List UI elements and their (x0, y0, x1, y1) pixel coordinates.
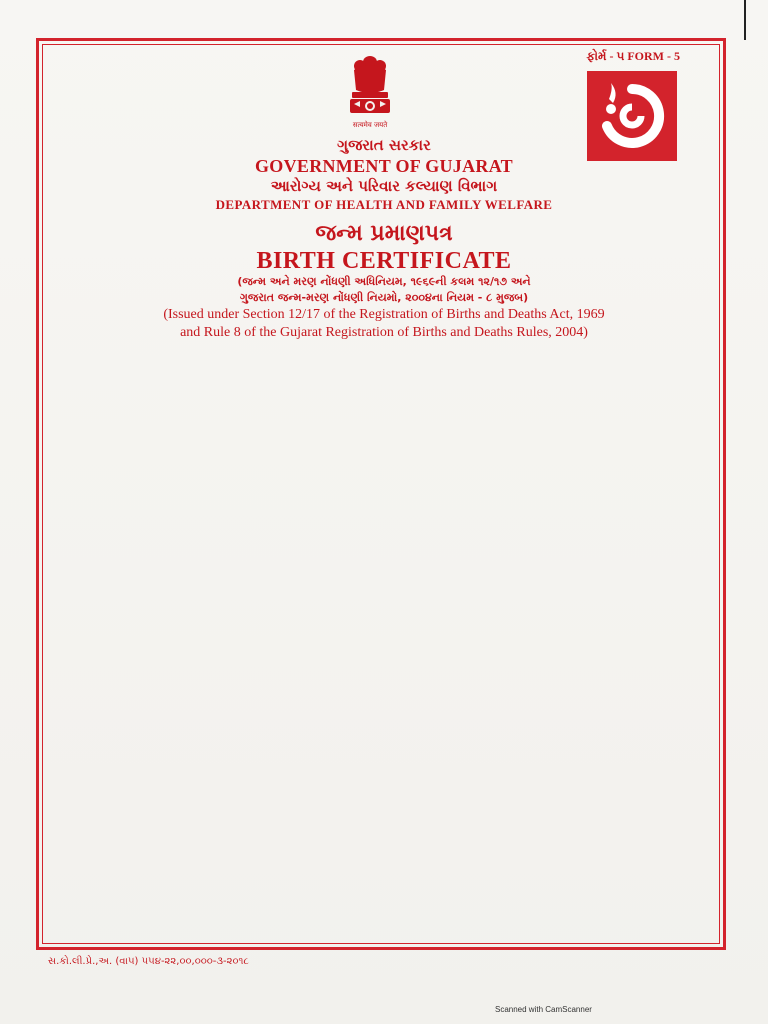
legal-note-gujarati-2: ગુજરાત જન્મ-મરણ નોંધણી નિયમો, ૨૦૦૪ના નિયમ - ૮ મુજબ) (239, 291, 529, 304)
certificate-title-gujarati: જન્મ પ્રમાણપત્ર (315, 221, 453, 246)
department-gujarati: આરોગ્ય અને પરિવાર કલ્યાણ વિભાગ (270, 177, 498, 195)
form-number: ફોર્મ - ૫ FORM - 5 (586, 49, 680, 63)
scanner-watermark: Scanned with CamScanner (495, 1005, 592, 1014)
legal-note-english-2: and Rule 8 of the Gujarat Registration of Births and Deaths Rules, 2004) (180, 325, 588, 340)
state-emblem-icon (338, 52, 402, 134)
legal-note-english-1: (Issued under Section 12/17 of the Registration of Births and Deaths Act, 1969 (163, 307, 605, 322)
certificate-title-english: BIRTH CERTIFICATE (256, 248, 512, 274)
legal-note-gujarati-1: (જન્મ અને મરણ નોંધણી અધિનિયમ, ૧૯૬૯ની કલમ ૧૨/૧૭ અને (237, 275, 531, 288)
government-title: GOVERNMENT OF GUJARAT (255, 156, 513, 176)
certificate-header (0, 136, 768, 342)
gujarat-sarkar-label: ગુજરાત સરકાર (337, 136, 431, 154)
scan-edge-mark (744, 0, 746, 40)
emblem-motto: सत्यमेव जयते (352, 121, 388, 129)
print-code: સ.કો.લી.પ્રે.,અ. (વા૫) ૫૫૪-૨૨,૦૦,૦૦૦-૩-૨૦૧૮ (48, 956, 249, 967)
department-english: DEPARTMENT OF HEALTH AND FAMILY WELFARE (215, 197, 553, 212)
